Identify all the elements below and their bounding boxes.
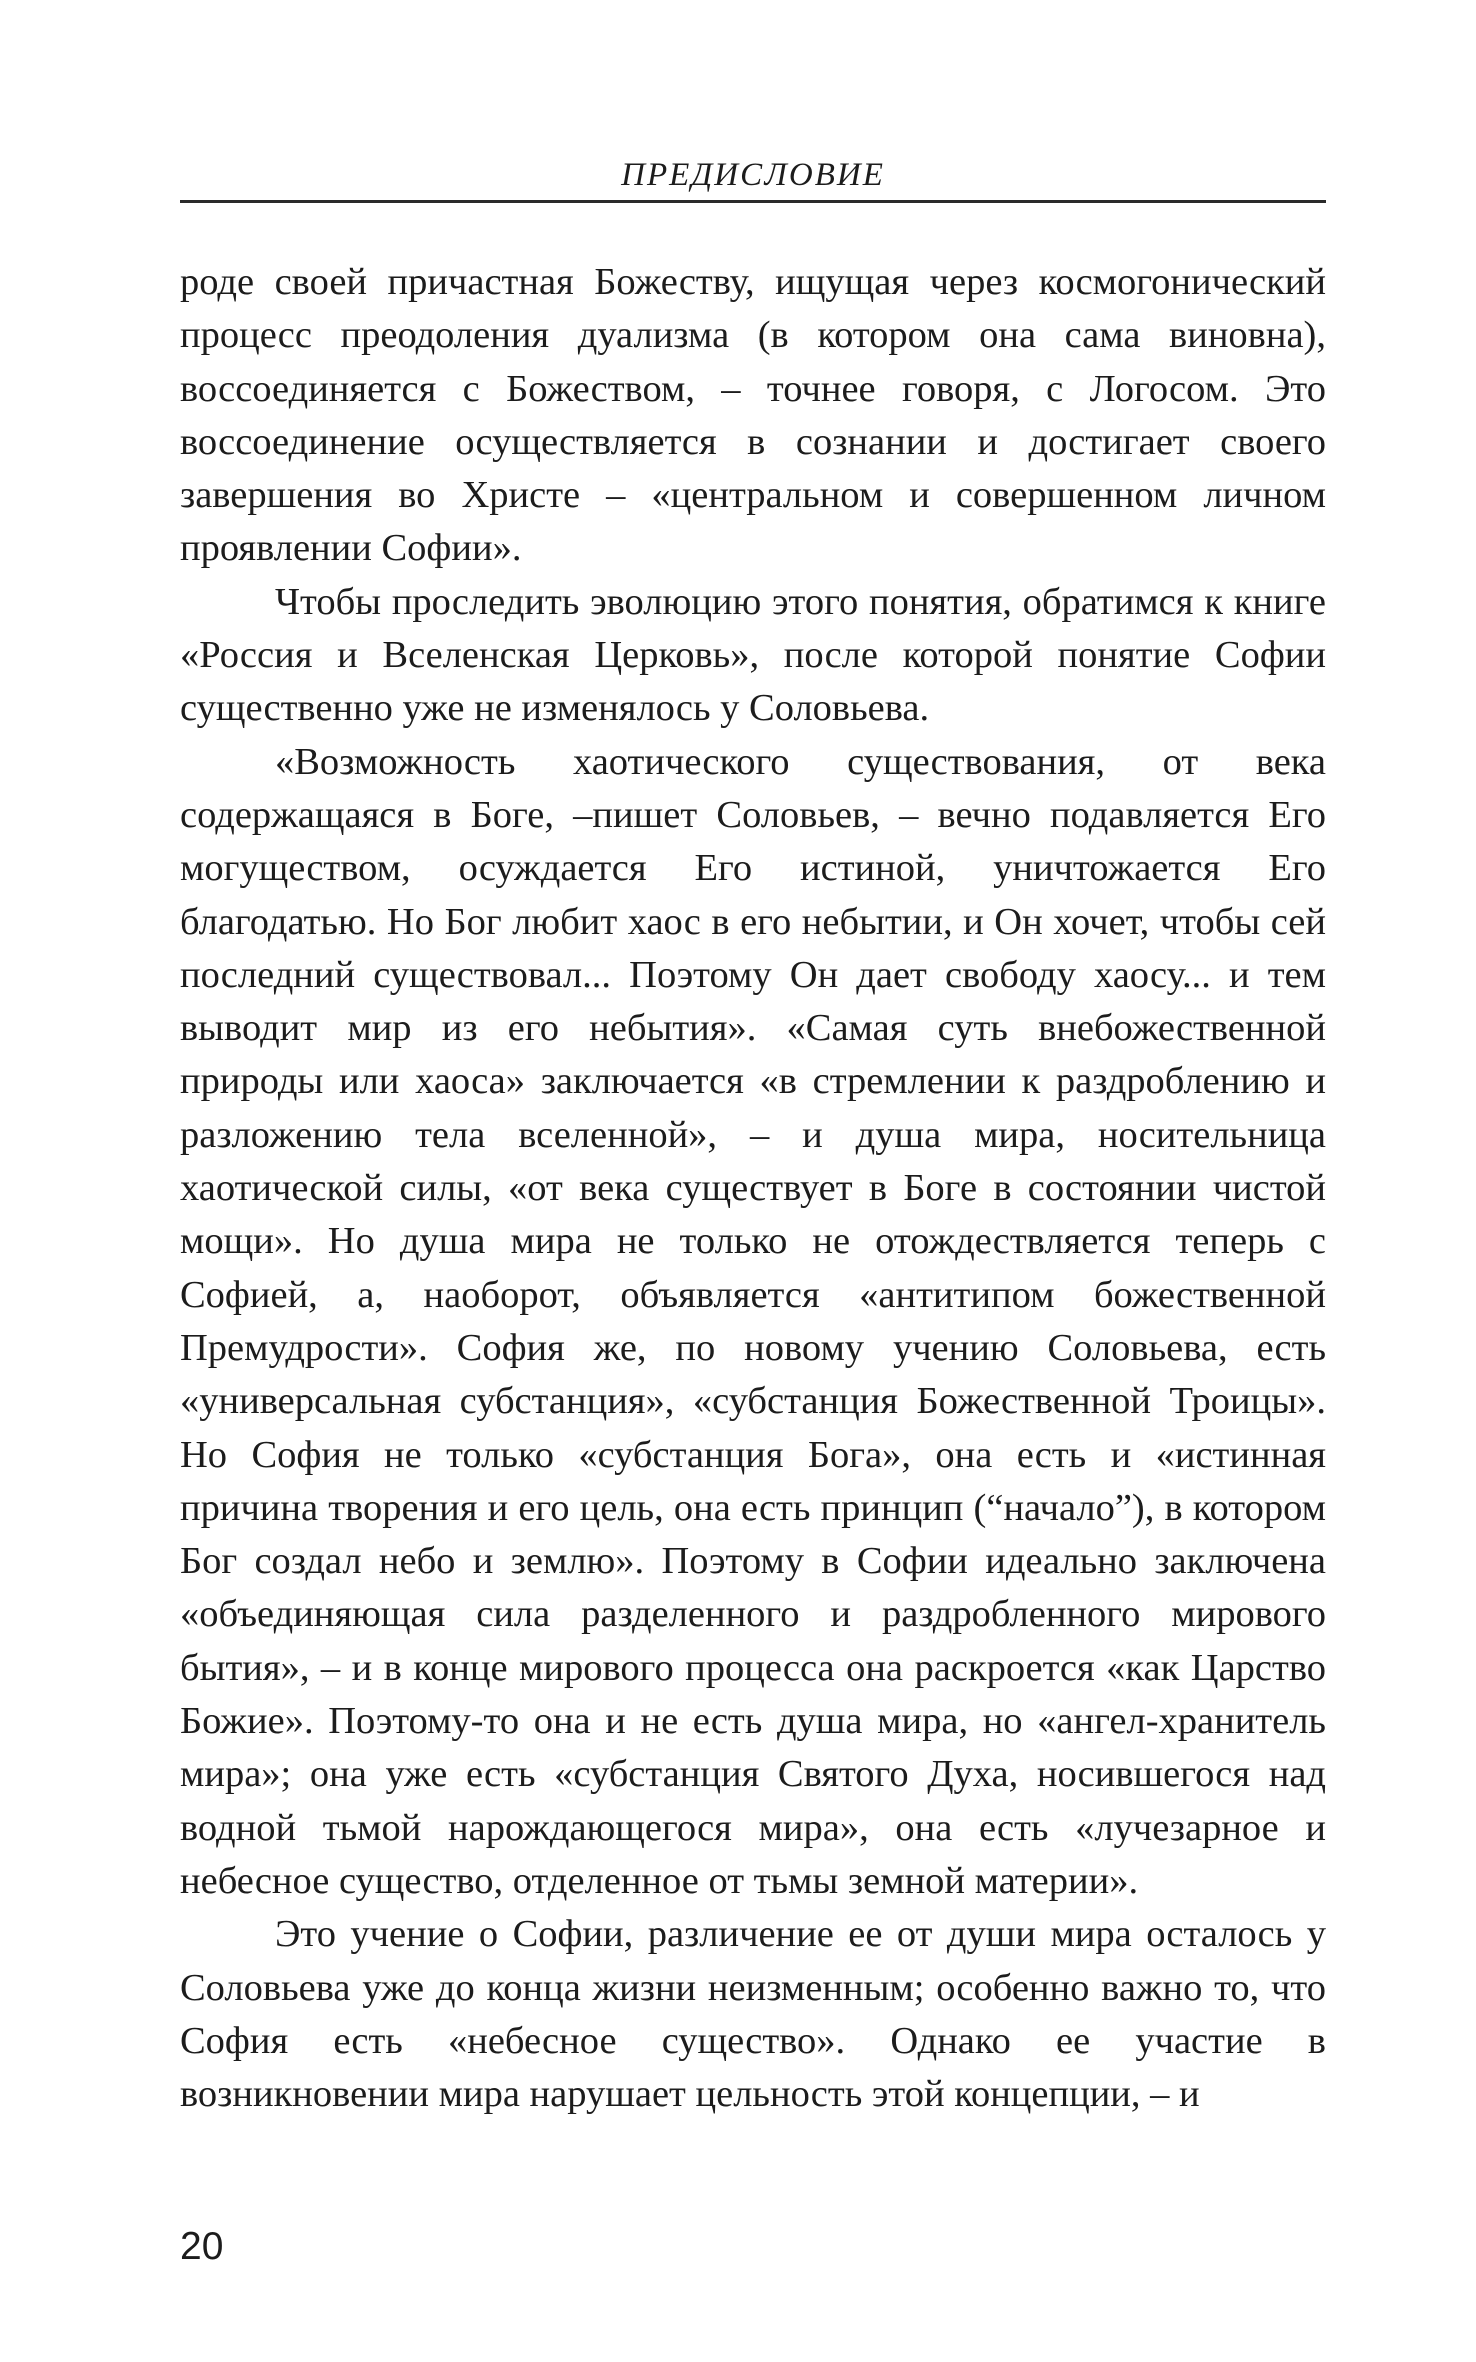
running-title: ПРЕДИСЛОВИЕ	[621, 157, 885, 193]
paragraph: Это учение о Софии, различение ее от души мира осталось у Соловьева уже до конца жизни неизменным; особенно важно то, что София есть «небесное существо». Однако ее участие в возникновении мира нарушает цельность этой концепции, – и	[180, 1913, 1326, 2116]
text-block	[180, 256, 1326, 2121]
paragraph: роде своей причастная Божеству, ищущая через космогонический процесс преодоления дуализма (в котором она сама виновна), воссоединяется с Божеством, – точнее говоря, с Логосом. Это воссоединение осуществляется в сознании и достигает своего завершения во Христе – «центральном и совершенном личном проявлении Софии».	[180, 261, 1326, 570]
paragraph: Чтобы проследить эволюцию этого понятия, обратимся к книге «Россия и Вселенская Церковь», после которой понятие Софии существенно уже не изменялось у Соловьева.	[180, 580, 1326, 730]
running-head	[180, 150, 1326, 203]
paragraph: «Возможность хаотического существования, от века содержащаяся в Боге, –пишет Соловьев, – вечно подавляется Его могуществом, осуждается Его истиной, уничтожается Его благодатью. Но Бог любит хаос в его небытии, и Он хочет, чтобы сей последний существовал... Поэтому Он дает свободу хаосу... и тем выводит мир из его небытия». «Самая суть внебожественной природы или хаоса» заключается «в стремлении к раздроблению и разложению тела вселенной», – и душа мира, носительница хаотической силы, «от века существует в Боге в состоянии чистой мощи». Но душа мира не только не отождествляется теперь с Софией, а, наоборот, объявляется «антитипом божественной Премудрости». София же, по новому учению Соловьева, есть «универсальная субстанция», «субстанция Божественной Троицы». Но София не только «субстанция Бога», она есть и «истинная причина творения и его цель, она есть принцип (“начало”), в котором Бог создал небо и землю». Поэтому в Софии идеально заключена «объединяющая сила разделенного и раздробленного мирового бытия», – и в конце мирового процесса она раскроется «как Царство Божие». Поэтому-то она и не есть душа мира, но «ангел-хранитель мира»; она уже есть «субстанция Святого Духа, носившегося над водной тьмой нарождающегося мира», она есть «лучезарное и небесное существо, отделенное от тьмы земной материи».	[180, 740, 1326, 1902]
page-number: 20	[180, 2225, 224, 2268]
